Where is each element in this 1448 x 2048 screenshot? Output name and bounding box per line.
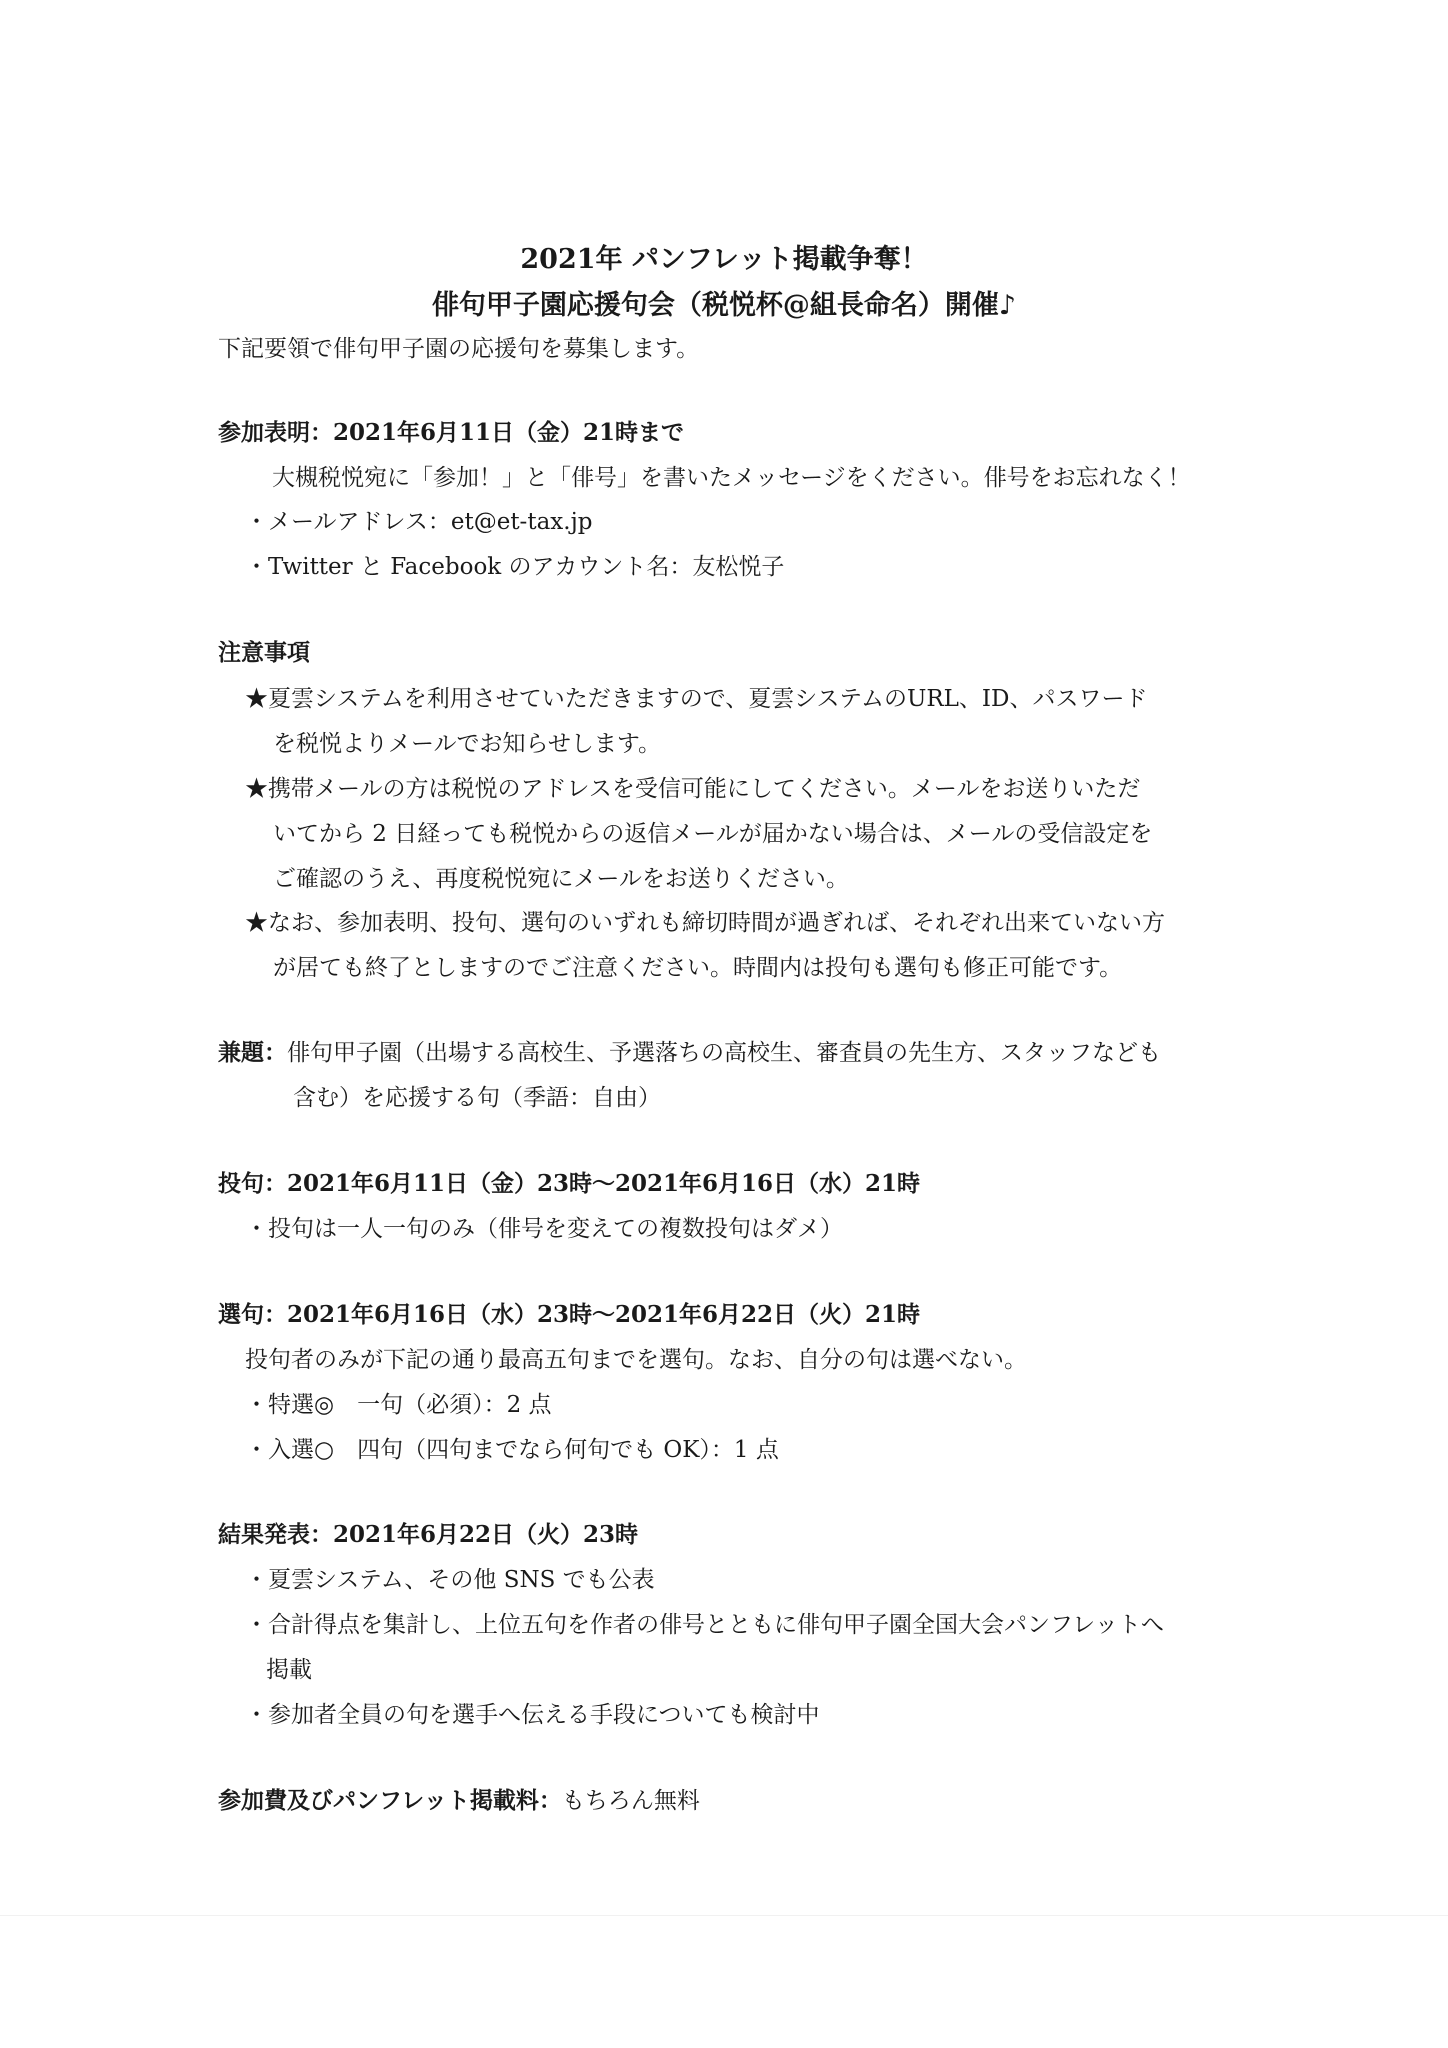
fee-label: 参加費及びパンフレット掲載料： bbox=[218, 1787, 562, 1814]
scan-edge-line bbox=[0, 1915, 1448, 1916]
theme-line-2: 含む）を応援する句（季語：自由） bbox=[293, 1085, 661, 1111]
note-2-line-1: ★携帯メールの方は税悦のアドレスを受信可能にしてください。メールをお送りいただ bbox=[245, 776, 1141, 802]
participation-heading bbox=[218, 416, 684, 450]
note-3-line-1: ★なお、参加表明、投句、選句のいずれも締切時間が過ぎれば、それぞれ出来ていない方 bbox=[245, 910, 1165, 936]
theme-line-1: 俳句甲子園（出場する高校生、予選落ちの高校生、審査員の先生方、スタッフなども bbox=[287, 1040, 1161, 1066]
theme-label: 兼題： bbox=[218, 1039, 287, 1066]
participation-deadline: 2021年6月11日（金）21時まで bbox=[333, 419, 685, 446]
title-line-1: 2021年 パンフレット掲載争奪！ bbox=[520, 244, 928, 275]
results-date: 2021年6月22日（火）23時 bbox=[333, 1521, 639, 1548]
title-line-2: 俳句甲子園応援句会（税悦杯@組長命名）開催♪ bbox=[431, 290, 1017, 321]
selection-regular: ・入選○ 四句（四句までなら何句でも OK）：1 点 bbox=[245, 1437, 779, 1463]
results-heading bbox=[218, 1518, 638, 1552]
results-item-2-line-1: ・合計得点を集計し、上位五句を作者の俳号とともに俳句甲子園全国大会パンフレットへ bbox=[245, 1612, 1164, 1638]
results-item-3: ・参加者全員の句を選手へ伝える手段についても検討中 bbox=[245, 1702, 820, 1728]
participation-sns: ・Twitter と Facebook のアカウント名：友松悦子 bbox=[245, 554, 785, 580]
note-3-line-2: が居ても終了としますのでご注意ください。時間内は投句も選句も修正可能です。 bbox=[273, 955, 1123, 981]
fee-row bbox=[218, 1784, 700, 1818]
submission-rule: ・投句は一人一句のみ（俳号を変えての複数投句はダメ） bbox=[245, 1216, 843, 1242]
participation-instruction: 大槻税悦宛に「参加！」と「俳号」を書いたメッセージをください。俳号をお忘れなく！ bbox=[272, 465, 1191, 491]
submission-heading bbox=[218, 1167, 920, 1201]
submission-period: 2021年6月11日（金）23時〜2021年6月16日（水）21時 bbox=[287, 1170, 921, 1197]
submission-label: 投句： bbox=[218, 1170, 287, 1197]
results-item-1: ・夏雲システム、その他 SNS でも公表 bbox=[245, 1567, 655, 1593]
theme-row bbox=[218, 1036, 1161, 1070]
participation-label: 参加表明： bbox=[218, 419, 333, 446]
intro-text: 下記要領で俳句甲子園の応援句を募集します。 bbox=[218, 336, 700, 362]
note-1-line-1: ★夏雲システムを利用させていただきますので、夏雲システムのURL、ID、パスワード bbox=[245, 686, 1148, 712]
fee-value: もちろん無料 bbox=[561, 1788, 700, 1814]
note-1-line-2: を税悦よりメールでお知らせします。 bbox=[273, 731, 662, 757]
results-label: 結果発表： bbox=[218, 1521, 333, 1548]
notes-heading: 注意事項 bbox=[218, 639, 310, 666]
selection-heading bbox=[218, 1298, 920, 1332]
selection-special: ・特選◎ 一句（必須）：2 点 bbox=[245, 1392, 552, 1418]
selection-period: 2021年6月16日（水）23時〜2021年6月22日（火）21時 bbox=[287, 1301, 921, 1328]
selection-rule: 投句者のみが下記の通り最高五句までを選句。なお、自分の句は選べない。 bbox=[245, 1347, 1027, 1373]
selection-label: 選句： bbox=[218, 1301, 287, 1328]
note-2-line-2: いてから 2 日経っても税悦からの返信メールが届かない場合は、メールの受信設定を bbox=[273, 821, 1153, 847]
note-2-line-3: ご確認のうえ、再度税悦宛にメールをお送りください。 bbox=[273, 866, 849, 892]
participation-email: ・メールアドレス：et@et-tax.jp bbox=[245, 509, 593, 535]
results-item-2-line-2: 掲載 bbox=[266, 1657, 312, 1683]
